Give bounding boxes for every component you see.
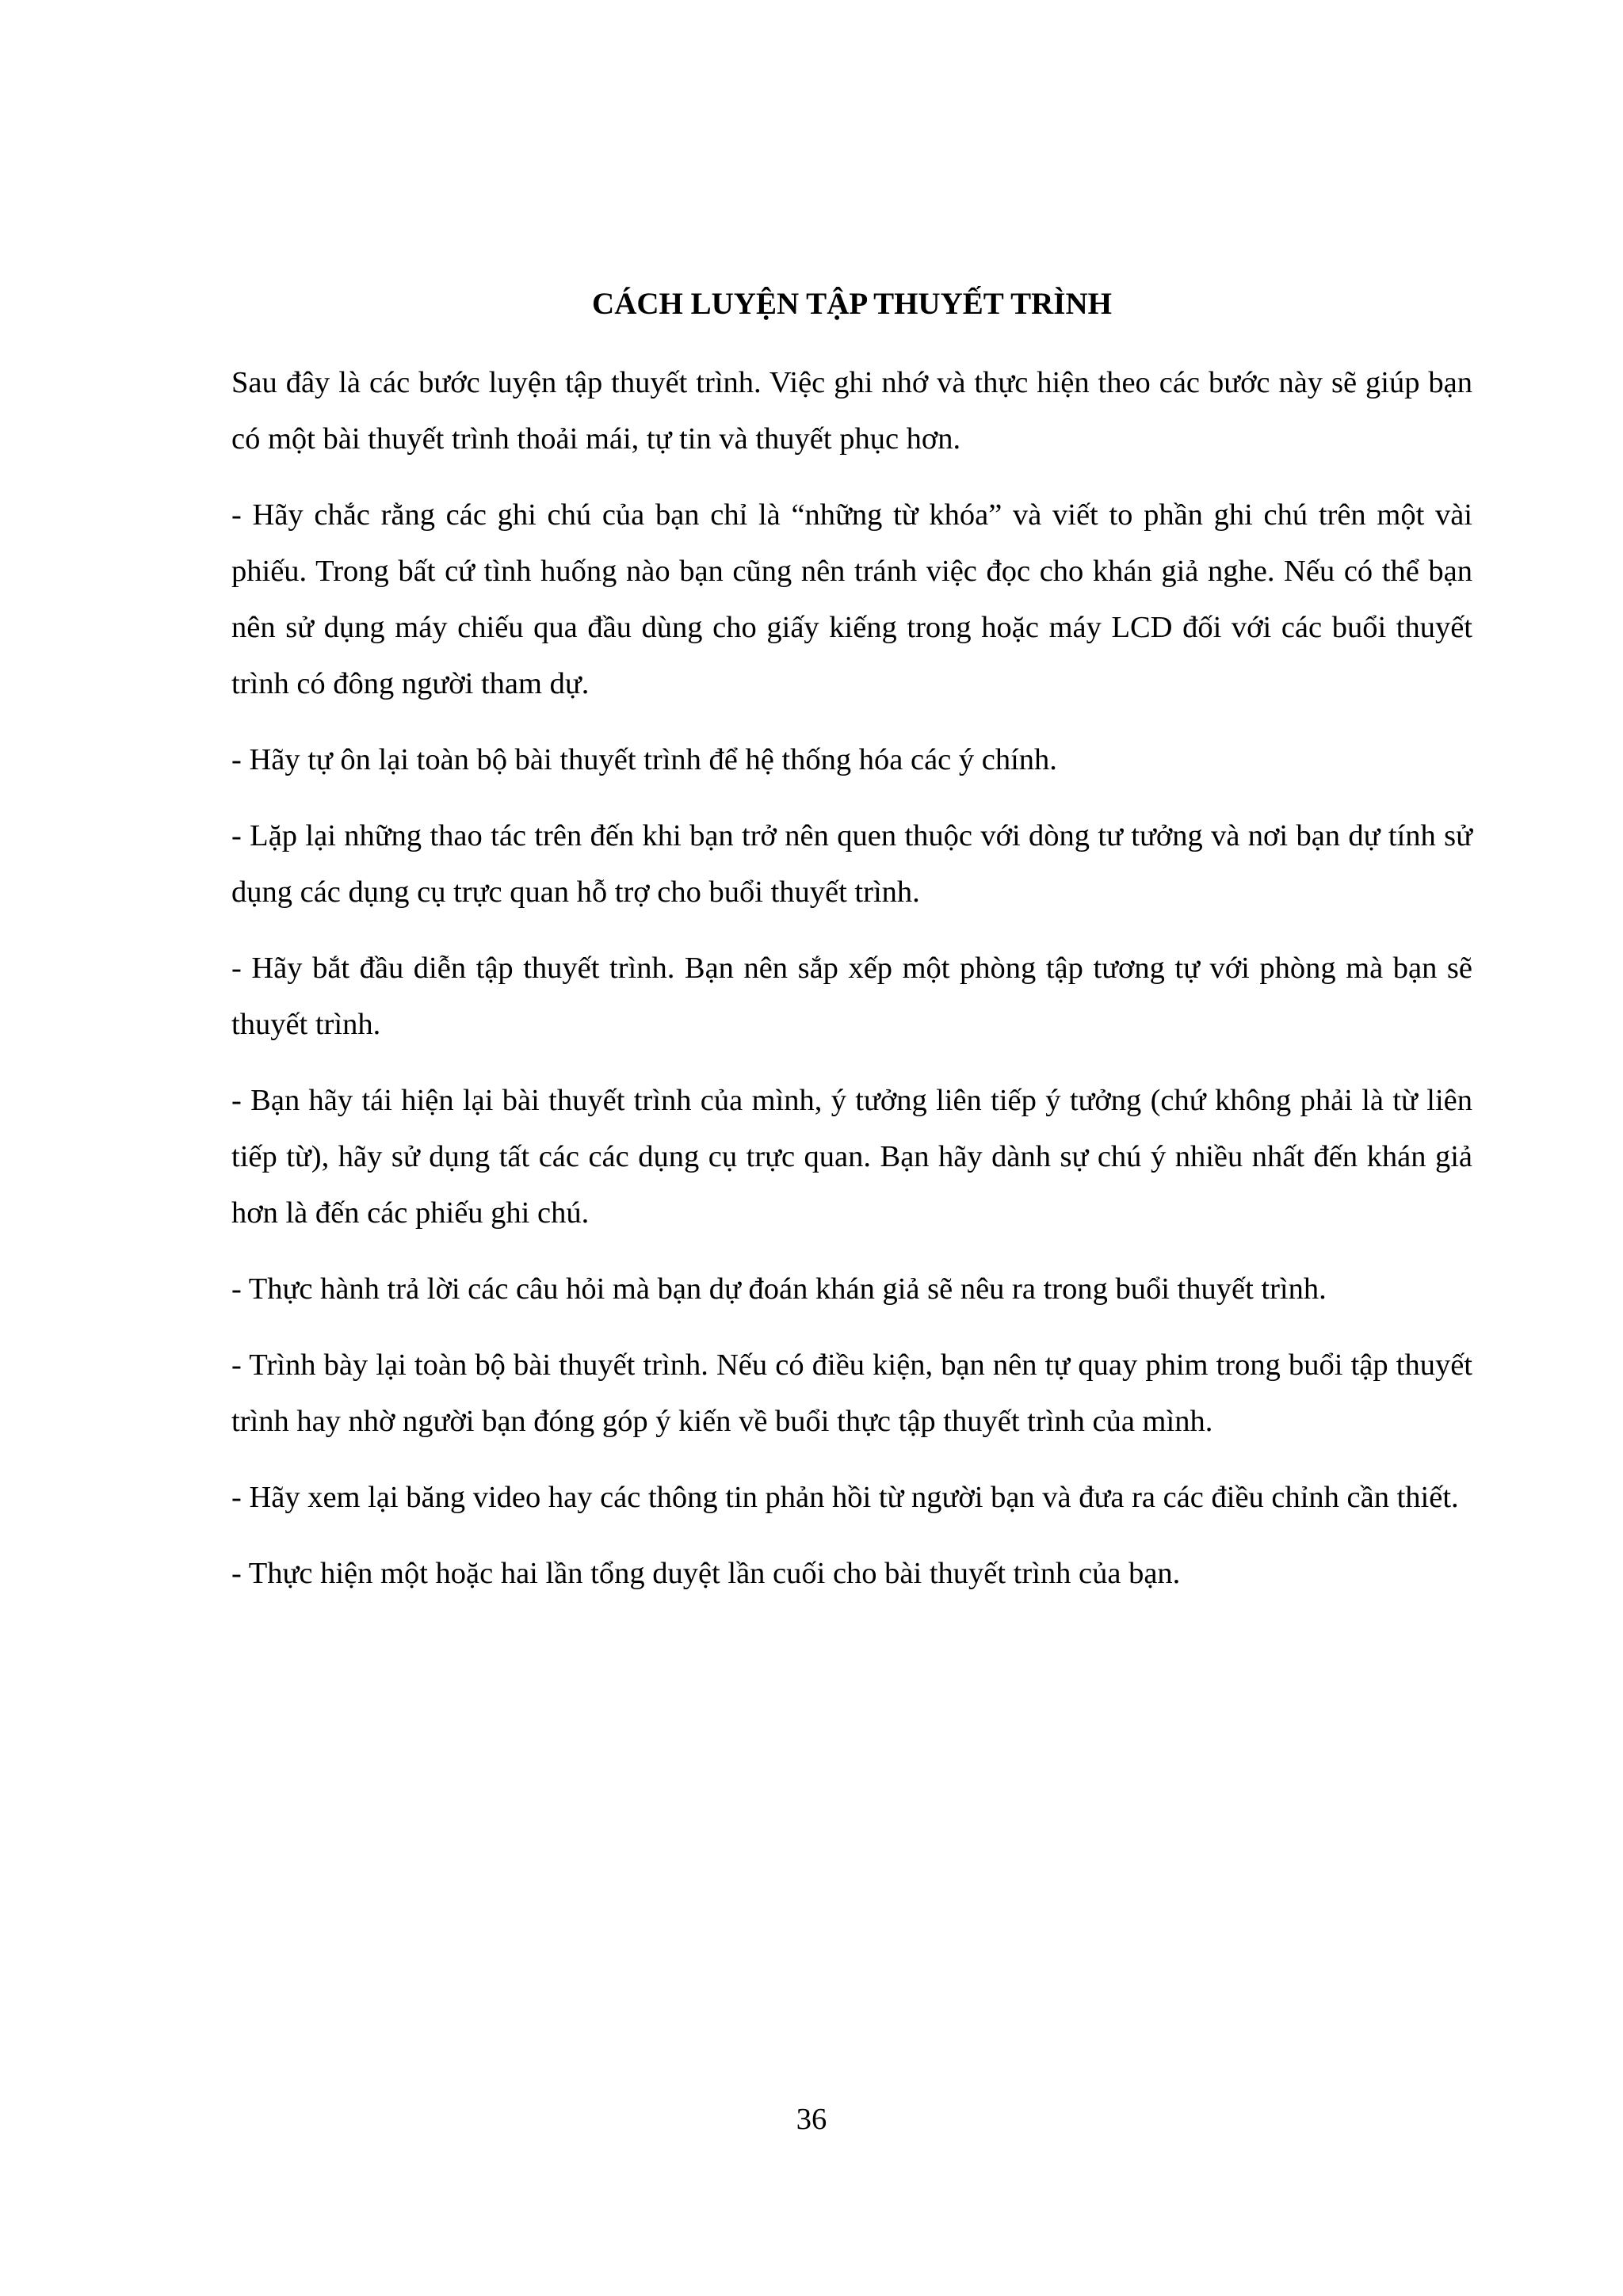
paragraph-full-run-through: - Trình bày lại toàn bộ bài thuyết trình. Nếu có điều kiện, bạn nên tự quay phim trong buổi tập thuyết trình hay nhờ người bạn đóng góp ý kiến về buổi thực tập thuyết trình của mình.: [231, 1348, 1472, 1438]
paragraph-start-rehearsal: - Hãy bắt đầu diễn tập thuyết trình. Bạn nên sắp xếp một phòng tập tương tự với phòng mà bạn sẽ thuyết trình.: [231, 952, 1472, 1041]
paragraph-final-rehearsal: - Thực hiện một hoặc hai lần tổng duyệt lần cuối cho bài thuyết trình của bạn.: [231, 1557, 1181, 1590]
page-number: 36: [796, 2103, 827, 2136]
paragraph-review-main-points: - Hãy tự ôn lại toàn bộ bài thuyết trình để hệ thống hóa các ý chính.: [231, 743, 1057, 776]
body-text: [231, 355, 1472, 1622]
paragraph-repeat-steps: - Lặp lại những thao tác trên đến khi bạn trở nên quen thuộc với dòng tư tưởng và nơi bạn dự tính sử dụng các dụng cụ trực quan hỗ trợ cho buổi thuyết trình.: [231, 819, 1472, 909]
paragraph-keywords-notes: - Hãy chắc rằng các ghi chú của bạn chỉ là “những từ khóa” và viết to phần ghi chú trên một vài phiếu. Trong bất cứ tình huống nào bạn cũng nên tránh việc đọc cho khán giả nghe. Nếu có thể bạn nên sử dụng máy chiếu qua đầu dùng cho giấy kiếng trong hoặc máy LCD đối với các buổi thuyết trình có đông người tham dự.: [231, 498, 1472, 700]
paragraph-recreate-presentation: - Bạn hãy tái hiện lại bài thuyết trình của mình, ý tưởng liên tiếp ý tưởng (chứ không phải là từ liên tiếp từ), hãy sử dụng tất các các dụng cụ trực quan. Bạn hãy dành sự chú ý nhiều nhất đến khán giả hơn là đến các phiếu ghi chú.: [231, 1084, 1472, 1230]
paragraph-practice-answers: - Thực hành trả lời các câu hỏi mà bạn dự đoán khán giả sẽ nêu ra trong buổi thuyết trình.: [231, 1272, 1327, 1306]
page-title: CÁCH LUYỆN TẬP THUYẾT TRÌNH: [592, 287, 1112, 321]
paragraph-review-feedback: - Hãy xem lại băng video hay các thông tin phản hồi từ người bạn và đưa ra các điều chỉnh cần thiết.: [231, 1481, 1459, 1514]
paragraph-intro: Sau đây là các bước luyện tập thuyết trình. Việc ghi nhớ và thực hiện theo các bước này sẽ giúp bạn có một bài thuyết trình thoải mái, tự tin và thuyết phục hơn.: [231, 366, 1472, 456]
